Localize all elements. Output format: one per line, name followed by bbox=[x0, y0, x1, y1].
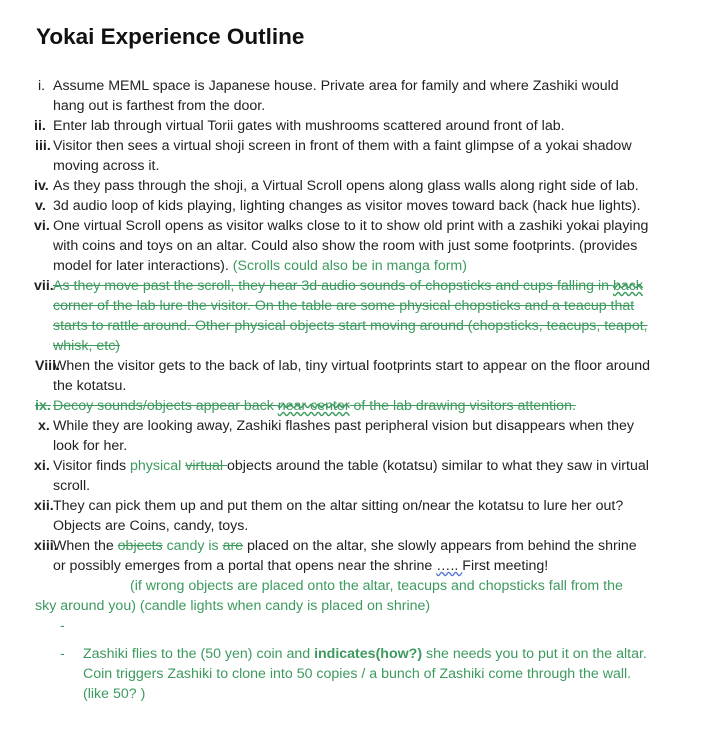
list-item bbox=[0, 116, 653, 136]
item-number: iii. bbox=[35, 138, 51, 154]
inserted-text: physical bbox=[130, 458, 186, 474]
item-number: vii. bbox=[34, 278, 54, 294]
struck-text: virtual bbox=[185, 458, 228, 474]
list-item bbox=[0, 76, 653, 116]
struck-text: objects bbox=[117, 538, 163, 554]
list-item bbox=[0, 456, 653, 496]
item-number: ix. bbox=[35, 398, 51, 414]
struck-text: are bbox=[222, 538, 244, 554]
comment-line: sky around you) (candle lights when candy is placed on shrine) bbox=[35, 598, 431, 614]
item-number: xi. bbox=[34, 458, 50, 474]
struck-text: of the lab drawing visitors attention. bbox=[349, 398, 576, 414]
struck-text: near center bbox=[277, 398, 350, 414]
spellcheck-text: ….. bbox=[436, 558, 463, 574]
list-item-struck bbox=[0, 276, 653, 356]
item-text: First meeting! bbox=[462, 558, 549, 574]
item-comment: (Scrolls could also be in manga form) bbox=[228, 258, 467, 274]
list-item-struck bbox=[0, 396, 653, 416]
struck-text: Decoy sounds/objects appear back bbox=[53, 398, 278, 414]
struck-text: corner of the lab lure the visitor. On the table are some physical chopsticks and a teacup that starts to rattle around. Other physical objects start moving around (chopsticks, teacups, teapot, whisk, etc) bbox=[53, 298, 648, 354]
item-text: Enter lab through virtual Torii gates with mushrooms scattered around front of lab. bbox=[53, 118, 565, 134]
item-text: As they pass through the shoji, a Virtual Scroll opens along glass walls along right side of lab. bbox=[53, 178, 639, 194]
item-number: xii. bbox=[34, 498, 54, 514]
outline-body bbox=[0, 76, 713, 704]
item-text: Visitor finds bbox=[53, 458, 131, 474]
item-number: v. bbox=[35, 198, 46, 214]
item-text: When the visitor gets to the back of lab, tiny virtual footprints start to appear on the floor around the kotatsu. bbox=[53, 358, 650, 394]
struck-text: As they move past the scroll, they hear 3d audio sounds of chopsticks and cups falling in bbox=[53, 278, 613, 294]
item-text: When the bbox=[53, 538, 118, 554]
item-text: 3d audio loop of kids playing, lighting changes as visitor moves toward back (hack hue lights). bbox=[53, 198, 641, 214]
item-number: ii. bbox=[34, 118, 46, 134]
list-item bbox=[0, 136, 653, 176]
item-number: x. bbox=[38, 418, 50, 434]
bullet-text: she needs you to put it on the altar. Coin triggers Zashiki to clone into 50 copies / a bunch of Zashiki come through the wall. (like 50? ) bbox=[83, 646, 647, 702]
item-text: objects around the table (kotatsu) similar to what they saw in virtual scroll. bbox=[53, 458, 649, 494]
list-item bbox=[0, 216, 653, 276]
item-number: vi. bbox=[34, 218, 50, 234]
item-number: iv. bbox=[34, 178, 49, 194]
list-item bbox=[0, 416, 653, 456]
bullet-item bbox=[0, 616, 653, 636]
list-item bbox=[0, 496, 653, 536]
item-text: Assume MEML space is Japanese house. Private area for family and where Zashiki would hang out is farthest from the door. bbox=[53, 78, 619, 114]
document-title: Yokai Experience Outline bbox=[36, 24, 305, 49]
struck-text: back bbox=[612, 278, 643, 294]
bullet-item bbox=[0, 644, 653, 704]
bullet-bold-text: indicates(how?) bbox=[314, 646, 423, 662]
item-text: One virtual Scroll opens as visitor walks close to it to show old print with a zashiki yokai playing with coins and toys on an altar. Could also show the room with just some footprints. (provides model for later interactions). bbox=[53, 218, 649, 274]
item-text: They can pick them up and put them on the altar sitting on/near the kotatsu to lure her out? Objects are Coins, candy, toys. bbox=[53, 498, 624, 534]
list-item bbox=[0, 356, 653, 396]
item-number: i. bbox=[38, 78, 46, 94]
item-text: Visitor then sees a virtual shoji screen in front of them with a faint glimpse of a yokai shadow moving across it. bbox=[53, 138, 632, 174]
bullet-text: Zashiki flies to the (50 yen) coin and bbox=[83, 646, 315, 662]
item-text: While they are looking away, Zashiki flashes past peripheral vision but disappears when they look for her. bbox=[53, 418, 634, 454]
item-text: placed on the altar, she slowly appears from behind the shrine or possibly emerges from a portal that opens near the shrine bbox=[53, 538, 637, 574]
bullet-dash: - bbox=[60, 646, 65, 662]
item-number: Viii. bbox=[35, 358, 60, 374]
list-item bbox=[0, 176, 653, 196]
comment-line: (if wrong objects are placed onto the altar, teacups and chopsticks fall from the bbox=[130, 578, 623, 594]
item-number: xiii. bbox=[34, 538, 58, 554]
inserted-text: candy is bbox=[162, 538, 223, 554]
list-item bbox=[0, 536, 653, 576]
bullet-dash: - bbox=[60, 618, 65, 634]
list-item bbox=[0, 196, 653, 216]
